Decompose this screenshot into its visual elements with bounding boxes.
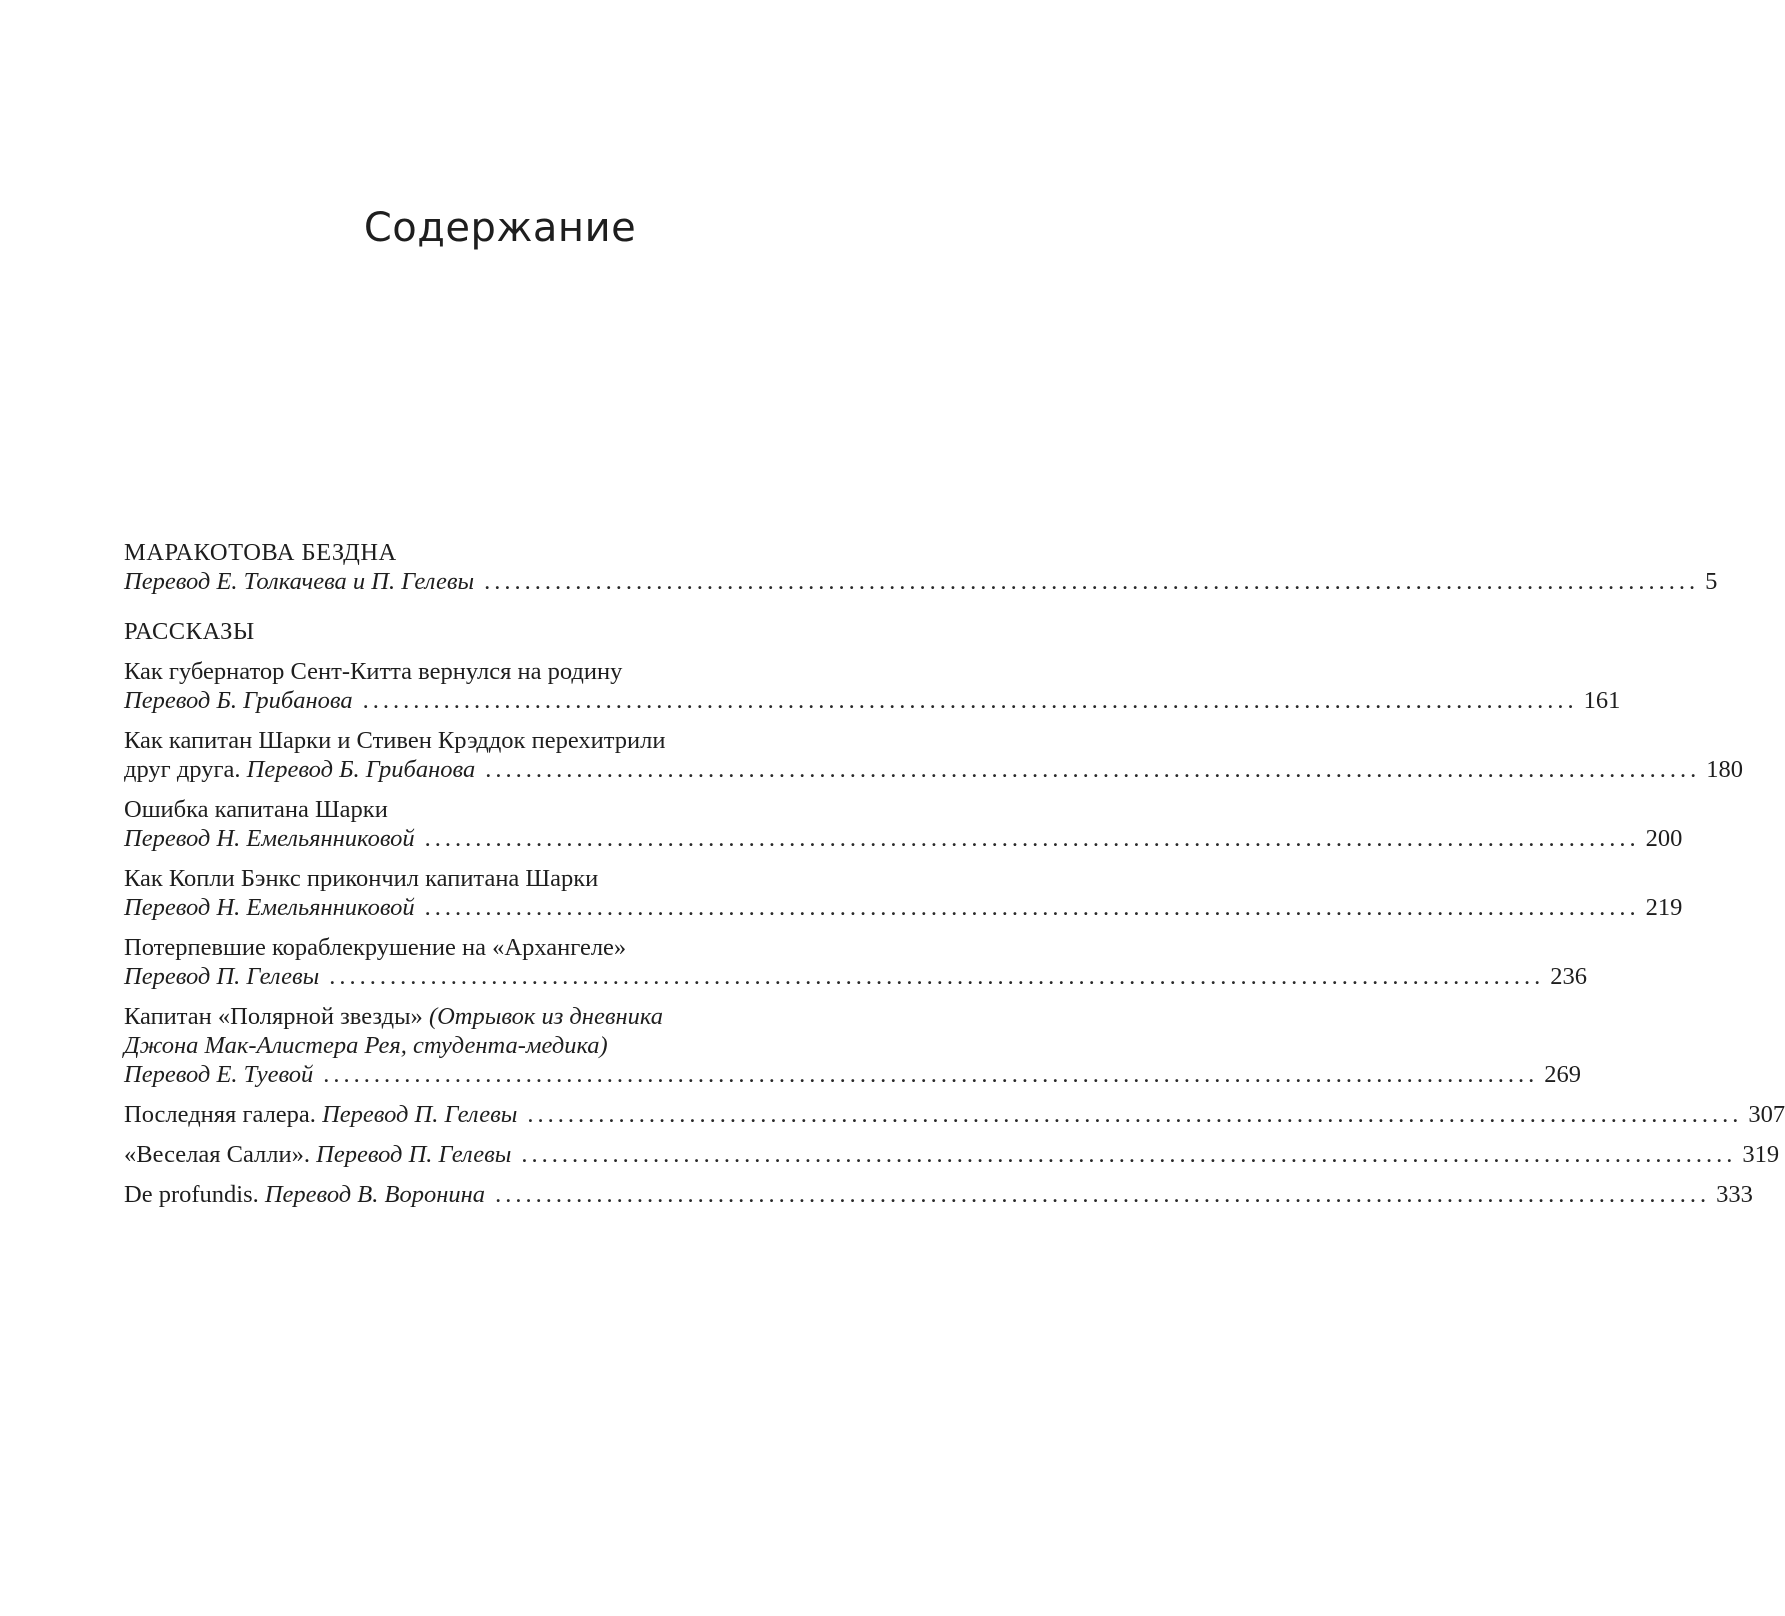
entry-translator: Перевод П. Гелевы: [124, 963, 320, 990]
section-heading-stories: РАССКАЗЫ: [124, 618, 255, 645]
dot-leader: ........................................................................................................................: [323, 1061, 1539, 1088]
table-of-contents: [124, 538, 1785, 1209]
toc-entry[interactable]: [124, 657, 1621, 715]
dot-leader: ........................................................................................................................: [527, 1101, 1743, 1128]
toc-entry[interactable]: [124, 1180, 1753, 1209]
entry-translator: Перевод П. Гелевы: [316, 1141, 512, 1168]
entry-page-number: 200: [1645, 825, 1683, 852]
entry-translator: Перевод Б. Грибанова: [246, 756, 476, 783]
entry-title: Как капитан Шарки и Стивен Крэддок перехитрили: [124, 727, 666, 754]
dot-leader: ........................................................................................................................: [521, 1141, 1737, 1168]
entry-translator: Перевод Н. Емельянниковой: [124, 894, 415, 921]
toc-entry[interactable]: [124, 1140, 1780, 1169]
dot-leader: ........................................................................................................................: [362, 687, 1578, 714]
entry-title: «Веселая Салли».: [124, 1141, 310, 1168]
entry-translator: Перевод В. Воронина: [264, 1181, 486, 1208]
entry-title: Как губернатор Сент-Китта вернулся на родину: [124, 658, 623, 685]
toc-entry[interactable]: [124, 795, 1683, 853]
entry-subtitle: (Отрывок из дневника: [428, 1003, 663, 1030]
dot-leader: ........................................................................................................................: [485, 756, 1701, 783]
entry-page-number: 307: [1748, 1101, 1785, 1128]
entry-translator: Перевод Б. Грибанова: [124, 687, 353, 714]
entry-translator: Перевод Е. Туевой: [124, 1061, 314, 1088]
entry-title-continued: друг друга.: [124, 756, 241, 783]
toc-entry[interactable]: [124, 1002, 1582, 1089]
entry-page-number: 319: [1742, 1141, 1780, 1168]
entry-page-number: 180: [1706, 756, 1743, 783]
entry-page-number: 333: [1716, 1181, 1753, 1208]
toc-entry[interactable]: [124, 726, 1743, 784]
entry-page-number: 269: [1544, 1061, 1582, 1088]
dot-leader: ........................................................................................................................: [484, 568, 1700, 595]
dot-leader: ........................................................................................................................: [329, 963, 1545, 990]
entry-title: Как Копли Бэнкс прикончил капитана Шарки: [124, 865, 599, 892]
dot-leader: ........................................................................................................................: [424, 825, 1640, 852]
dot-leader: ........................................................................................................................: [495, 1181, 1711, 1208]
entry-title: Капитан «Полярной звезды»: [124, 1003, 423, 1030]
entry-page-number: 5: [1705, 568, 1718, 595]
page-title: Содержание: [363, 205, 637, 251]
entry-title: Ошибка капитана Шарки: [124, 796, 388, 823]
entry-translator: Перевод Е. Толкачева и П. Гелевы: [124, 568, 475, 595]
entry-translator: Перевод П. Гелевы: [322, 1101, 518, 1128]
entry-page-number: 219: [1645, 894, 1683, 921]
toc-entry[interactable]: [124, 933, 1588, 991]
section-heading-novel: МАРАКОТОВА БЕЗДНА: [124, 539, 397, 566]
entry-title: Последняя галера.: [124, 1101, 316, 1128]
entry-title: Потерпевшие кораблекрушение на «Архангеле»: [124, 934, 627, 961]
entry-subtitle-continued: Джона Мак-Алистера Рея, студента-медика): [124, 1032, 608, 1059]
entry-page-number: 161: [1583, 687, 1621, 714]
entry-translator: Перевод Н. Емельянниковой: [124, 825, 415, 852]
toc-entry[interactable]: [124, 1100, 1785, 1129]
toc-entry-novel[interactable]: [124, 567, 1718, 596]
dot-leader: ........................................................................................................................: [424, 894, 1640, 921]
toc-entry[interactable]: [124, 864, 1683, 922]
entry-title: De profundis.: [124, 1181, 259, 1208]
entry-page-number: 236: [1550, 963, 1588, 990]
